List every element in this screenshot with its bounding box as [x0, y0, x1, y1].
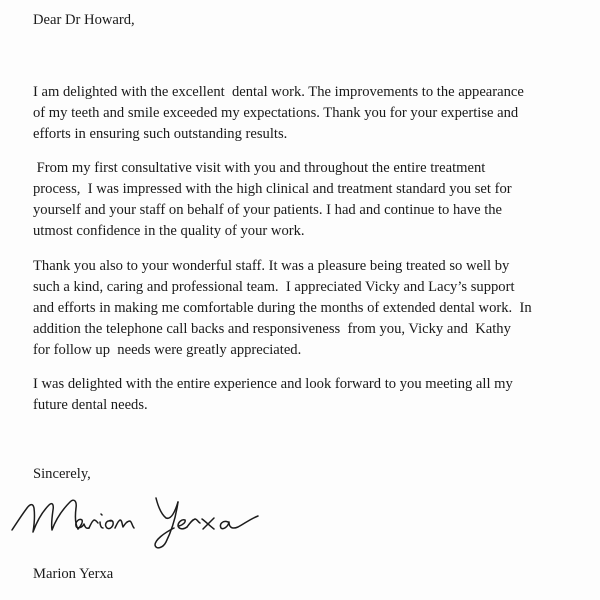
- paragraph-line: From my first consultative visit with you and throughout the entire treatment: [33, 160, 486, 176]
- paragraph-line: I am delighted with the excellent dental work. The improvements to the appearance: [33, 84, 524, 100]
- signer-name: Marion Yerxa: [33, 566, 114, 582]
- paragraph-line: future dental needs.: [33, 397, 148, 413]
- handwritten-signature: [6, 474, 276, 560]
- paragraph-line: and efforts in making me comfortable during the months of extended dental work. In: [33, 300, 532, 316]
- paragraph-line: yourself and your staff on behalf of your patients. I had and continue to have the: [33, 202, 503, 218]
- signature-ink: [12, 498, 258, 548]
- closing: Sincerely,: [33, 466, 91, 482]
- paragraph-line: Thank you also to your wonderful staff. It was a pleasure being treated so well by: [33, 258, 510, 274]
- salutation: Dear Dr Howard,: [33, 12, 135, 28]
- paragraph-line: utmost confidence in the quality of your work.: [33, 223, 305, 239]
- paragraph-line: such a kind, caring and professional team. I appreciated Vicky and Lacy’s support: [33, 279, 515, 295]
- paragraph-line: I was delighted with the entire experience and look forward to you meeting all my: [33, 376, 513, 392]
- paragraph-line: efforts in ensuring such outstanding results.: [33, 126, 288, 142]
- paragraph-line: addition the telephone call backs and responsiveness from you, Vicky and Kathy: [33, 321, 511, 337]
- paragraph-line: for follow up needs were greatly appreciated.: [33, 342, 302, 358]
- paragraph-line: process, I was impressed with the high clinical and treatment standard you set for: [33, 181, 512, 197]
- paragraph-line: of my teeth and smile exceeded my expectations. Thank you for your expertise and: [33, 105, 519, 121]
